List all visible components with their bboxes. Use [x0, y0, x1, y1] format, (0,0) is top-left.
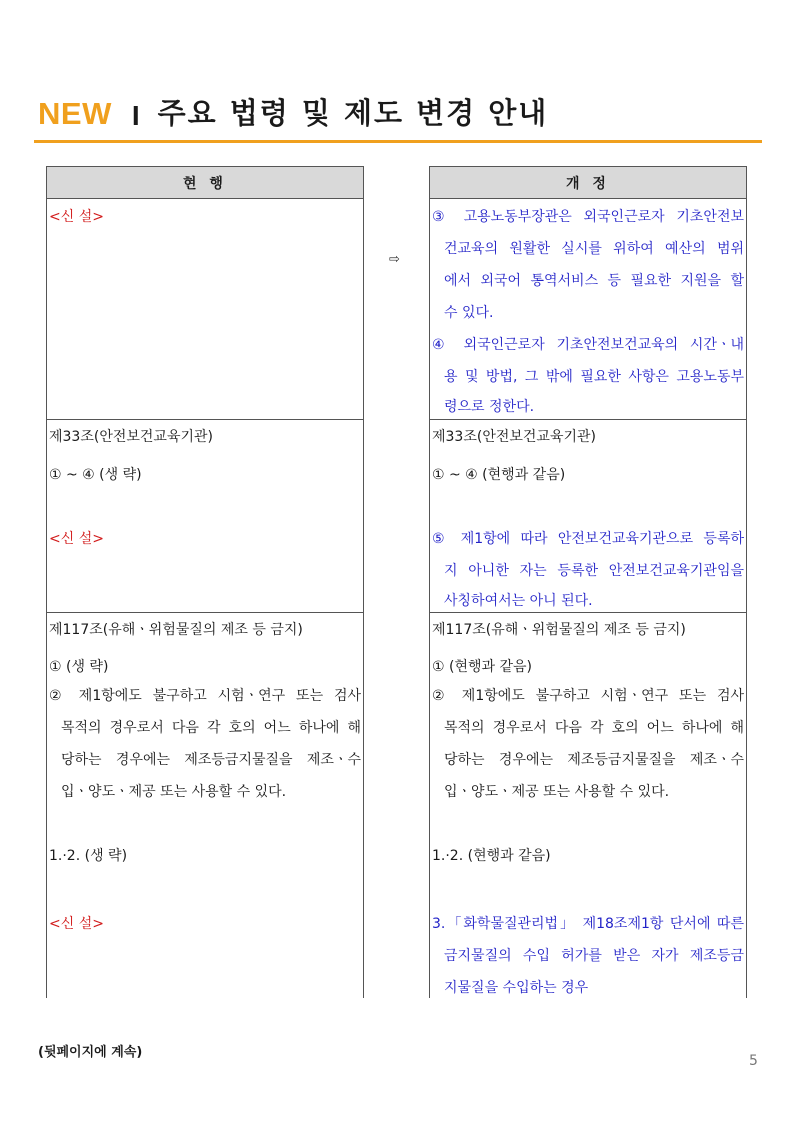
page-title: 주요 법령 및 제도 변경 안내 [157, 96, 549, 130]
paragraph-text: 건교육의 원활한 실시를 위하여 예산의 범위 [444, 241, 744, 257]
page-header [38, 88, 548, 132]
paragraph-text: 목적의 경우로서 다음 각 호의 어느 하나에 해 [61, 720, 361, 736]
paragraph-text: ② 제1항에도 불구하고 시험ㆍ연구 또는 검사 [432, 688, 744, 704]
item-text: 지물질을 수입하는 경우 [444, 980, 589, 996]
paragraph-text: 지 아니한 자는 등록한 안전보건교육기관임을 [444, 563, 744, 579]
paragraph-text: ① ~ ④ (생 략) [49, 467, 142, 483]
current-cell-row-3 [47, 613, 363, 998]
article-title: 제117조(유해ㆍ위험물질의 제조 등 금지) [432, 622, 686, 638]
revised-cell-row-3 [430, 613, 746, 998]
arrow-icon: ⇨ [389, 252, 400, 267]
paragraph-text: ① (생 략) [49, 659, 109, 675]
continued-note: (뒷페이지에 계속) [38, 1045, 143, 1060]
paragraph-text: ② 제1항에도 불구하고 시험ㆍ연구 또는 검사 [49, 688, 361, 704]
current-column [46, 166, 364, 998]
item-text: 금지물질의 수입 허가를 받은 자가 제조등금 [444, 948, 744, 964]
paragraph-text: 에서 외국어 통역서비스 등 필요한 지원을 할 [444, 273, 744, 289]
paragraph-text: ④ 외국인근로자 기초안전보건교육의 시간ㆍ내 [432, 337, 744, 353]
new-provision-marker: <신 설> [49, 916, 104, 932]
current-column-header: 현 행 [47, 166, 363, 199]
article-title: 제117조(유해ㆍ위험물질의 제조 등 금지) [49, 622, 303, 638]
revised-column [429, 166, 747, 998]
paragraph-text: 입ㆍ양도ㆍ제공 또는 사용할 수 있다. [444, 784, 670, 800]
paragraph-text: ① (현행과 같음) [432, 659, 532, 675]
paragraph-text: ⑤ 제1항에 따라 안전보건교육기관으로 등록하 [432, 531, 744, 547]
paragraph-text: 당하는 경우에는 제조등금지물질을 제조ㆍ수 [444, 752, 744, 768]
new-provision-marker: <신 설> [49, 209, 104, 225]
new-provision-marker: <신 설> [49, 531, 104, 547]
paragraph-text: 수 있다. [444, 305, 494, 321]
revised-cell-row-1 [430, 199, 746, 420]
paragraph-text: 사칭하여서는 아니 된다. [444, 593, 593, 609]
paragraph-text: 당하는 경우에는 제조등금지물질을 제조ㆍ수 [61, 752, 361, 768]
article-title: 제33조(안전보건교육기관) [432, 429, 596, 445]
paragraph-text: 용 및 방법, 그 밖에 필요한 사항은 고용노동부 [444, 369, 744, 385]
item-text: 3.「화학물질관리법」 제18조제1항 단서에 따른 [432, 916, 744, 932]
current-cell-row-1 [47, 199, 363, 420]
paragraph-text: 령으로 정한다. [444, 399, 535, 415]
article-title: 제33조(안전보건교육기관) [49, 429, 213, 445]
paragraph-text: ① ~ ④ (현행과 같음) [432, 467, 566, 483]
item-text: 1.·2. (현행과 같음) [432, 848, 551, 864]
paragraph-text: ③ 고용노동부장관은 외국인근로자 기초안전보 [432, 209, 744, 225]
page-number: 5 [749, 1053, 758, 1069]
revised-cell-row-2 [430, 420, 746, 613]
item-text: 1.·2. (생 략) [49, 848, 128, 864]
new-label: NEW [38, 96, 112, 131]
paragraph-text: 목적의 경우로서 다음 각 호의 어느 하나에 해 [444, 720, 744, 736]
revised-column-header: 개 정 [430, 166, 746, 199]
header-rule [34, 140, 762, 143]
paragraph-text: 입ㆍ양도ㆍ제공 또는 사용할 수 있다. [61, 784, 287, 800]
header-separator: I [131, 100, 140, 131]
current-cell-row-2 [47, 420, 363, 613]
